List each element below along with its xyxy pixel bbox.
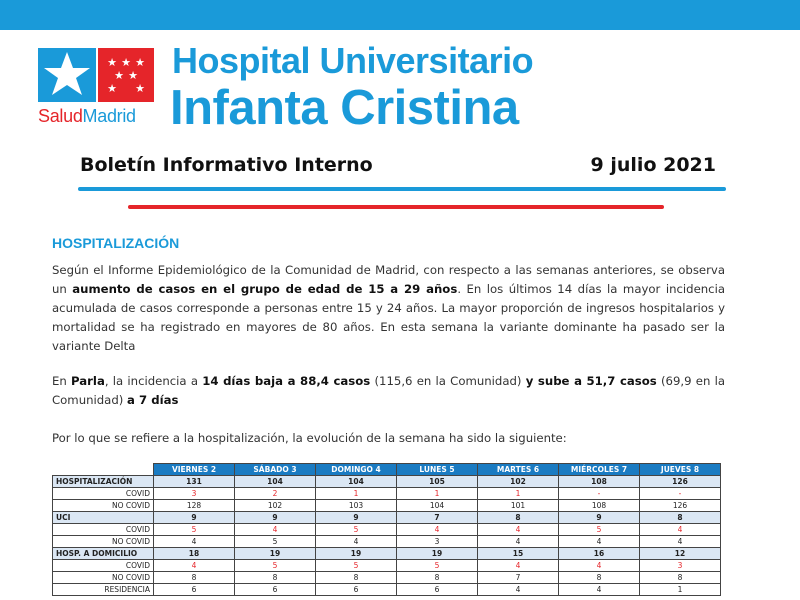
salud-madrid-logo — [38, 48, 158, 134]
table-cell: 6 — [235, 584, 316, 596]
table-cell: 128 — [154, 500, 235, 512]
table-cell: 5 — [316, 560, 397, 572]
table-cell: 8 — [235, 572, 316, 584]
table-cell: - — [640, 488, 721, 500]
text-run: 14 días baja a 88,4 casos — [202, 374, 371, 388]
row-label: COVID — [53, 488, 154, 500]
svg-text:★: ★ — [121, 56, 131, 69]
svg-text:★: ★ — [114, 69, 124, 82]
column-header: JUEVES 8 — [640, 464, 721, 476]
text-run: . En los últimos 14 días la mayor incidencia acumulada de casos corresponde a personas entre 15 y 24 años. La mayor proporción de ingresos hospitalarios y mortalidad se ha registrado en mayores de 80 años. En esta semana la variante dominante ha pasado ser la variante Delta — [52, 282, 726, 353]
text-run: , la incidencia a — [104, 374, 203, 388]
table-cell: 108 — [559, 476, 640, 488]
table-row — [53, 536, 721, 548]
table-cell: 4 — [478, 560, 559, 572]
logo-blue-square — [38, 48, 96, 102]
table-cell: 19 — [316, 548, 397, 560]
text-run: (115,6 en la Comunidad) — [370, 374, 526, 388]
table-cell: 16 — [559, 548, 640, 560]
row-label: NO COVID — [53, 572, 154, 584]
row-label: COVID — [53, 560, 154, 572]
row-label: NO COVID — [53, 536, 154, 548]
table-cell: 103 — [316, 500, 397, 512]
table-cell: 4 — [397, 524, 478, 536]
column-header: LUNES 5 — [397, 464, 478, 476]
row-label: RESIDENCIA — [53, 584, 154, 596]
text-run: aumento de casos en el grupo de edad de 15 a 29 años — [72, 282, 458, 296]
table-cell: 6 — [316, 584, 397, 596]
svg-text:★: ★ — [107, 82, 117, 95]
table-cell: 8 — [640, 572, 721, 584]
table-cell: 8 — [640, 512, 721, 524]
table-cell: 104 — [397, 500, 478, 512]
table-row — [53, 548, 721, 560]
row-label: HOSP. A DOMICILIO — [53, 548, 154, 560]
text-run: Parla — [71, 374, 105, 388]
table-cell: 108 — [559, 500, 640, 512]
table-cell: 19 — [235, 548, 316, 560]
table-cell: 5 — [397, 560, 478, 572]
column-header: MIÉRCOLES 7 — [559, 464, 640, 476]
table-cell: 105 — [397, 476, 478, 488]
top-color-bar — [0, 0, 800, 30]
table-row — [53, 512, 721, 524]
table-cell: 4 — [640, 536, 721, 548]
table-cell: 3 — [397, 536, 478, 548]
table-cell: 9 — [316, 512, 397, 524]
hospital-name-line1: Hospital Universitario — [172, 40, 534, 81]
table-cell: 7 — [397, 512, 478, 524]
table-cell: 104 — [316, 476, 397, 488]
paragraph-parla — [52, 372, 725, 410]
hospital-name-line2: Infanta Cristina — [170, 81, 519, 135]
section-title: HOSPITALIZACIÓN — [52, 235, 180, 251]
table-cell: 131 — [154, 476, 235, 488]
column-header: DOMINGO 4 — [316, 464, 397, 476]
table-row — [53, 476, 721, 488]
paragraph-epidemiology — [52, 261, 725, 356]
table-row — [53, 584, 721, 596]
table-cell: 4 — [640, 524, 721, 536]
hospitalization-table — [52, 463, 721, 596]
table-cell: 1 — [478, 488, 559, 500]
svg-text:★: ★ — [135, 56, 145, 69]
row-label: NO COVID — [53, 500, 154, 512]
table-cell: 4 — [559, 536, 640, 548]
paragraph-intro-table — [52, 429, 725, 448]
column-header: MARTES 6 — [478, 464, 559, 476]
text-run: Según el Informe Epidemiológico de la Comunidad de Madrid, con respecto a las semanas anteriores, se observa un — [52, 263, 725, 296]
divider-blue — [78, 187, 726, 191]
row-label: UCI — [53, 512, 154, 524]
table-cell: 4 — [478, 536, 559, 548]
text-run: y sube a 51,7 casos — [525, 374, 657, 388]
logo-red-square — [98, 48, 154, 102]
table-cell: 9 — [559, 512, 640, 524]
table-row — [53, 560, 721, 572]
table-row — [53, 488, 721, 500]
table-cell: 6 — [397, 584, 478, 596]
table-row — [53, 572, 721, 584]
table-cell: 104 — [235, 476, 316, 488]
bulletin-title: Boletín Informativo Interno — [80, 154, 373, 176]
table-cell: 9 — [235, 512, 316, 524]
logo-word-salud: Salud — [38, 106, 83, 126]
white-star-cross-icon — [38, 48, 96, 102]
table-cell: 5 — [235, 536, 316, 548]
table-cell: 4 — [478, 524, 559, 536]
table-cell: 4 — [154, 536, 235, 548]
table-cell: 19 — [397, 548, 478, 560]
table-cell: 18 — [154, 548, 235, 560]
table-cell: 4 — [559, 584, 640, 596]
table-cell: 8 — [559, 572, 640, 584]
table-cell: 126 — [640, 476, 721, 488]
logo-wordmark — [38, 106, 136, 127]
table-cell: 8 — [154, 572, 235, 584]
table-cell: 5 — [235, 560, 316, 572]
svg-text:★: ★ — [128, 69, 138, 82]
table-row — [53, 524, 721, 536]
table-cell: 101 — [478, 500, 559, 512]
table-cell: 12 — [640, 548, 721, 560]
table-cell: 4 — [154, 560, 235, 572]
table-cell: 7 — [478, 572, 559, 584]
bulletin-date: 9 julio 2021 — [590, 154, 716, 176]
logo-word-madrid: Madrid — [82, 106, 136, 126]
row-label: COVID — [53, 524, 154, 536]
table-cell: 9 — [154, 512, 235, 524]
madrid-seven-stars-icon — [98, 48, 154, 102]
text-run: a 7 días — [127, 393, 179, 407]
table-cell: 1 — [397, 488, 478, 500]
table-cell: 8 — [316, 572, 397, 584]
text-run: (69,9 en la Comunidad) — [52, 374, 725, 407]
column-header: SÁBADO 3 — [235, 464, 316, 476]
table-cell: 4 — [559, 560, 640, 572]
table-cell: 3 — [154, 488, 235, 500]
row-label: HOSPITALIZACIÓN — [53, 476, 154, 488]
text-run: En — [52, 374, 72, 388]
svg-text:★: ★ — [135, 82, 145, 95]
table-cell: - — [559, 488, 640, 500]
table-cell: 3 — [640, 560, 721, 572]
divider-red — [128, 205, 664, 209]
table-corner — [53, 464, 154, 476]
table-cell: 15 — [478, 548, 559, 560]
table-cell: 2 — [235, 488, 316, 500]
table-cell: 5 — [559, 524, 640, 536]
table-cell: 4 — [478, 584, 559, 596]
table-cell: 5 — [316, 524, 397, 536]
table-cell: 8 — [397, 572, 478, 584]
table-cell: 8 — [478, 512, 559, 524]
table-cell: 102 — [235, 500, 316, 512]
table-row — [53, 500, 721, 512]
table-cell: 4 — [235, 524, 316, 536]
text-run: Por lo que se refiere a la hospitalización, la evolución de la semana ha sido la siguiente: — [52, 431, 567, 445]
column-header: VIERNES 2 — [154, 464, 235, 476]
table-cell: 6 — [154, 584, 235, 596]
table-cell: 102 — [478, 476, 559, 488]
table-cell: 1 — [640, 584, 721, 596]
table-cell: 5 — [154, 524, 235, 536]
table-cell: 4 — [316, 536, 397, 548]
table-cell: 1 — [316, 488, 397, 500]
table-cell: 126 — [640, 500, 721, 512]
svg-text:★: ★ — [107, 56, 117, 69]
